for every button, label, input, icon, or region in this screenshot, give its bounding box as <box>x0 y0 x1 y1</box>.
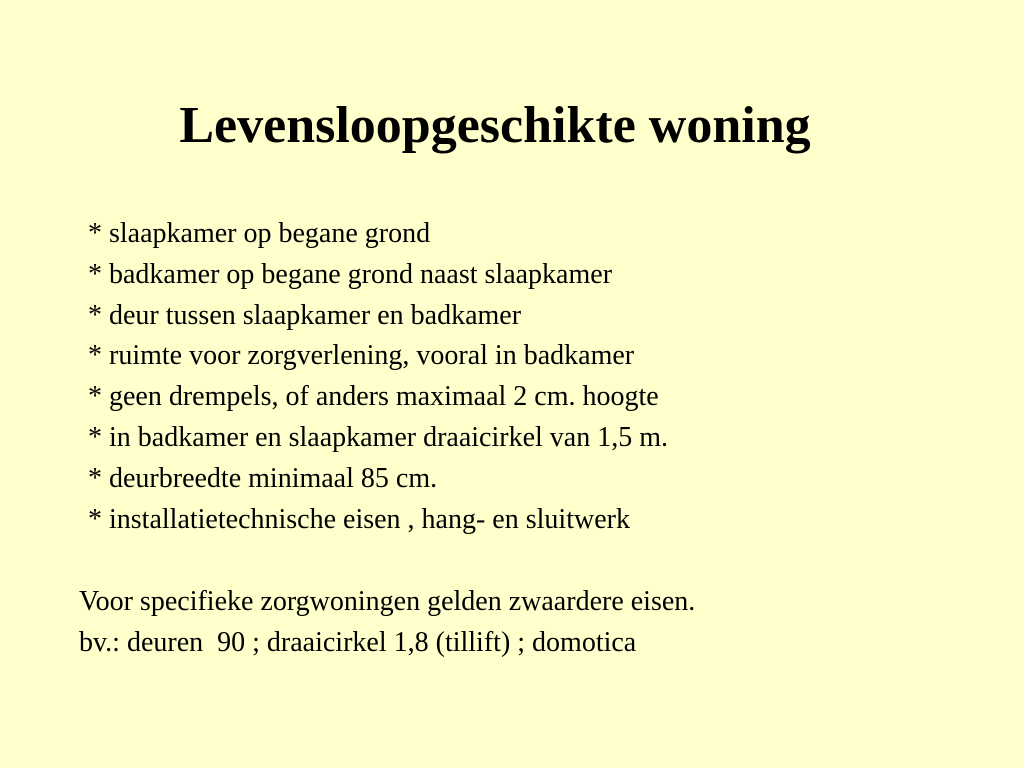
list-item: * deurbreedte minimaal 85 cm. <box>88 462 438 494</box>
requirements-list <box>88 214 668 540</box>
list-item: * badkamer op begane grond naast slaapkamer <box>88 258 613 290</box>
note-line: bv.: deuren 90 ; draaicirkel 1,8 (tillift) ; domotica <box>79 626 637 658</box>
note-line: Voor specifieke zorgwoningen gelden zwaardere eisen. <box>79 586 696 617</box>
list-item: * in badkamer en slaapkamer draaicirkel van 1,5 m. <box>88 421 668 453</box>
slide-title: Levensloopgeschikte woning <box>179 97 811 154</box>
note-block <box>79 582 695 664</box>
list-item: * geen drempels, of anders maximaal 2 cm. hoogte <box>88 381 659 413</box>
list-item: * ruimte voor zorgverlening, vooral in badkamer <box>88 340 635 372</box>
list-item: * installatietechnische eisen , hang- en sluitwerk <box>88 503 630 535</box>
list-item: * deur tussen slaapkamer en badkamer <box>88 299 522 331</box>
list-item: * slaapkamer op begane grond <box>88 218 431 249</box>
